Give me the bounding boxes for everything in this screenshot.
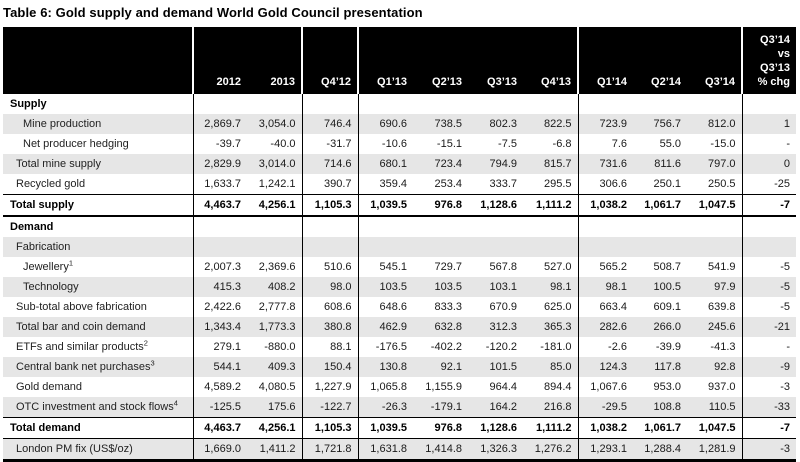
value-cell: -6.8 [523, 134, 578, 154]
value-cell: 4,256.1 [247, 195, 302, 217]
value-cell [247, 237, 302, 257]
table-row [3, 134, 796, 154]
pct-change-cell: -5 [742, 297, 796, 317]
value-cell [633, 94, 687, 114]
value-cell: 250.1 [633, 174, 687, 195]
value-cell [523, 237, 578, 257]
value-cell: 117.8 [633, 357, 687, 377]
value-cell: 680.1 [358, 154, 413, 174]
value-cell: 306.6 [578, 174, 633, 195]
header-row [3, 27, 796, 94]
value-cell: -26.3 [358, 397, 413, 418]
value-cell [468, 237, 523, 257]
value-cell: 802.3 [468, 114, 523, 134]
value-cell: 723.4 [413, 154, 468, 174]
value-cell: -179.1 [413, 397, 468, 418]
table-row [3, 397, 796, 418]
gold-supply-demand-table [3, 27, 796, 462]
value-cell: 510.6 [302, 257, 358, 277]
value-cell: -402.2 [413, 337, 468, 357]
value-cell [687, 237, 742, 257]
value-cell [578, 94, 633, 114]
value-cell: -880.0 [247, 337, 302, 357]
value-cell: 100.5 [633, 277, 687, 297]
value-cell: 625.0 [523, 297, 578, 317]
table-row [3, 418, 796, 439]
table-row [3, 297, 796, 317]
pct-change-cell: -9 [742, 357, 796, 377]
value-cell: 415.3 [193, 277, 247, 297]
value-cell: 164.2 [468, 397, 523, 418]
row-label [3, 297, 193, 317]
value-cell [247, 216, 302, 237]
row-label [3, 114, 193, 134]
value-cell: 88.1 [302, 337, 358, 357]
pct-change-cell [742, 216, 796, 237]
row-label-text: Total demand [10, 422, 81, 434]
column-header: 2012 [193, 27, 247, 94]
table-row [3, 216, 796, 237]
table-row [3, 377, 796, 397]
pct-change-cell [742, 237, 796, 257]
value-cell: 282.6 [578, 317, 633, 337]
value-cell: 794.9 [468, 154, 523, 174]
value-cell: 98.1 [523, 277, 578, 297]
value-cell: 295.5 [523, 174, 578, 195]
column-header-change-line: % chg [757, 76, 790, 88]
column-header-change-line: vs [777, 48, 790, 60]
value-cell: 103.5 [413, 277, 468, 297]
pct-change-cell: -3 [742, 377, 796, 397]
value-cell: -40.0 [247, 134, 302, 154]
row-label-text: Demand [10, 221, 54, 233]
column-header-change-line: Q3’13 [760, 62, 790, 74]
value-cell: 4,589.2 [193, 377, 247, 397]
value-cell: 130.8 [358, 357, 413, 377]
value-cell [578, 216, 633, 237]
value-cell: -15.1 [413, 134, 468, 154]
value-cell: 756.7 [633, 114, 687, 134]
row-label [3, 418, 193, 439]
row-label-text: Recycled gold [16, 178, 86, 190]
row-label-text: Fabrication [16, 241, 71, 253]
value-cell: 812.0 [687, 114, 742, 134]
row-label-text: ETFs and similar products [16, 341, 144, 353]
value-cell [633, 216, 687, 237]
table-row [3, 154, 796, 174]
row-label [3, 154, 193, 174]
value-cell: 2,369.6 [247, 257, 302, 277]
value-cell: -31.7 [302, 134, 358, 154]
value-cell: 150.4 [302, 357, 358, 377]
value-cell: 565.2 [578, 257, 633, 277]
value-cell: 7.6 [578, 134, 633, 154]
value-cell: 4,080.5 [247, 377, 302, 397]
value-cell: 567.8 [468, 257, 523, 277]
value-cell: 1,067.6 [578, 377, 633, 397]
row-label-text: London PM fix (US$/oz) [16, 443, 133, 455]
value-cell: 1,227.9 [302, 377, 358, 397]
value-cell [302, 237, 358, 257]
value-cell: -39.9 [633, 337, 687, 357]
pct-change-cell: -5 [742, 277, 796, 297]
value-cell [468, 216, 523, 237]
pct-change-cell: - [742, 337, 796, 357]
row-label-text: Supply [10, 98, 47, 110]
value-cell: 365.3 [523, 317, 578, 337]
value-cell: 333.7 [468, 174, 523, 195]
value-cell: 663.4 [578, 297, 633, 317]
table-row [3, 357, 796, 377]
value-cell: 1,111.2 [523, 418, 578, 439]
value-cell: 103.5 [358, 277, 413, 297]
row-label-text: Mine production [23, 118, 102, 130]
value-cell: 312.3 [468, 317, 523, 337]
value-cell: 1,773.3 [247, 317, 302, 337]
table-title: Table 6: Gold supply and demand World Gold Council presentation [3, 5, 423, 20]
value-cell: 4,256.1 [247, 418, 302, 439]
row-label [3, 377, 193, 397]
value-cell: 1,061.7 [633, 418, 687, 439]
value-cell: 545.1 [358, 257, 413, 277]
value-cell: 632.8 [413, 317, 468, 337]
value-cell: 1,242.1 [247, 174, 302, 195]
value-cell: 738.5 [413, 114, 468, 134]
value-cell: 964.4 [468, 377, 523, 397]
value-cell: 746.4 [302, 114, 358, 134]
value-cell: 1,105.3 [302, 195, 358, 217]
value-cell: 1,128.6 [468, 418, 523, 439]
value-cell [687, 94, 742, 114]
value-cell: 1,105.3 [302, 418, 358, 439]
value-cell [193, 94, 247, 114]
value-cell: -15.0 [687, 134, 742, 154]
table-row [3, 257, 796, 277]
value-cell: 1,288.4 [633, 439, 687, 461]
value-cell [578, 237, 633, 257]
footnote-marker: 3 [150, 358, 155, 368]
column-header-change [742, 27, 796, 94]
value-cell: -176.5 [358, 337, 413, 357]
value-cell: 92.8 [687, 357, 742, 377]
value-cell [523, 94, 578, 114]
row-label-text: Jewellery [23, 261, 69, 273]
value-cell: 2,007.3 [193, 257, 247, 277]
column-header: Q3’13 [468, 27, 523, 94]
value-cell: 3,054.0 [247, 114, 302, 134]
value-cell: 833.3 [413, 297, 468, 317]
pct-change-cell: -7 [742, 195, 796, 217]
value-cell: 409.3 [247, 357, 302, 377]
column-header: Q1’14 [578, 27, 633, 94]
value-cell: 250.5 [687, 174, 742, 195]
value-cell: 1,155.9 [413, 377, 468, 397]
value-cell [358, 216, 413, 237]
row-label-text: Sub-total above fabrication [16, 301, 147, 313]
value-cell: 1,038.2 [578, 418, 633, 439]
pct-change-cell: -21 [742, 317, 796, 337]
row-label-text: Total bar and coin demand [16, 321, 146, 333]
value-cell: 648.6 [358, 297, 413, 317]
column-header: Q2’14 [633, 27, 687, 94]
footnote-marker: 4 [173, 398, 178, 408]
value-cell [523, 216, 578, 237]
value-cell: 2,829.9 [193, 154, 247, 174]
table-row [3, 174, 796, 195]
header-label-column [3, 27, 193, 94]
value-cell: 390.7 [302, 174, 358, 195]
value-cell: 541.9 [687, 257, 742, 277]
value-cell: 103.1 [468, 277, 523, 297]
value-cell: 815.7 [523, 154, 578, 174]
table-row [3, 94, 796, 114]
value-cell: 266.0 [633, 317, 687, 337]
row-label [3, 317, 193, 337]
value-cell: 1,038.2 [578, 195, 633, 217]
value-cell: 359.4 [358, 174, 413, 195]
value-cell: 1,039.5 [358, 195, 413, 217]
row-label [3, 195, 193, 217]
value-cell [413, 237, 468, 257]
value-cell: 714.6 [302, 154, 358, 174]
value-cell: -41.3 [687, 337, 742, 357]
pct-change-cell: 0 [742, 154, 796, 174]
value-cell: -7.5 [468, 134, 523, 154]
value-cell: 894.4 [523, 377, 578, 397]
value-cell: -181.0 [523, 337, 578, 357]
value-cell: 1,293.1 [578, 439, 633, 461]
value-cell: 98.0 [302, 277, 358, 297]
value-cell: -39.7 [193, 134, 247, 154]
table-body [3, 94, 796, 461]
pct-change-cell: - [742, 134, 796, 154]
value-cell: 976.8 [413, 418, 468, 439]
value-cell: 1,111.2 [523, 195, 578, 217]
row-label-text: OTC investment and stock flows [16, 401, 174, 413]
value-cell: 85.0 [523, 357, 578, 377]
value-cell: 822.5 [523, 114, 578, 134]
value-cell [687, 216, 742, 237]
column-header: Q3’14 [687, 27, 742, 94]
column-header: 2013 [247, 27, 302, 94]
table-row [3, 337, 796, 357]
pct-change-cell: -33 [742, 397, 796, 418]
row-label [3, 257, 193, 277]
table-row [3, 237, 796, 257]
value-cell: 216.8 [523, 397, 578, 418]
value-cell [468, 94, 523, 114]
column-header: Q4’13 [523, 27, 578, 94]
value-cell: 544.1 [193, 357, 247, 377]
value-cell: 1,326.3 [468, 439, 523, 461]
row-label-text: Technology [23, 281, 79, 293]
table-row [3, 277, 796, 297]
column-header: Q2’13 [413, 27, 468, 94]
row-label [3, 174, 193, 195]
value-cell: 55.0 [633, 134, 687, 154]
value-cell: 508.7 [633, 257, 687, 277]
value-cell [302, 94, 358, 114]
table-row [3, 114, 796, 134]
row-label [3, 397, 193, 418]
value-cell: 1,276.2 [523, 439, 578, 461]
row-label [3, 277, 193, 297]
row-label [3, 357, 193, 377]
value-cell: -2.6 [578, 337, 633, 357]
value-cell [413, 94, 468, 114]
pct-change-cell: -25 [742, 174, 796, 195]
value-cell: 124.3 [578, 357, 633, 377]
value-cell: 953.0 [633, 377, 687, 397]
value-cell: 608.6 [302, 297, 358, 317]
row-label [3, 94, 193, 114]
value-cell: 4,463.7 [193, 418, 247, 439]
value-cell [358, 237, 413, 257]
value-cell: 797.0 [687, 154, 742, 174]
value-cell: 1,065.8 [358, 377, 413, 397]
value-cell: 639.8 [687, 297, 742, 317]
value-cell [633, 237, 687, 257]
pct-change-cell: -3 [742, 439, 796, 461]
value-cell: 670.9 [468, 297, 523, 317]
value-cell: 4,463.7 [193, 195, 247, 217]
value-cell: 253.4 [413, 174, 468, 195]
value-cell: 1,414.8 [413, 439, 468, 461]
value-cell: 1,047.5 [687, 418, 742, 439]
value-cell: 937.0 [687, 377, 742, 397]
row-label [3, 337, 193, 357]
value-cell: 462.9 [358, 317, 413, 337]
pct-change-cell [742, 94, 796, 114]
value-cell [413, 216, 468, 237]
value-cell [247, 94, 302, 114]
value-cell: 1,128.6 [468, 195, 523, 217]
value-cell: 1,411.2 [247, 439, 302, 461]
pct-change-cell: 1 [742, 114, 796, 134]
column-header: Q1’13 [358, 27, 413, 94]
value-cell: 1,631.8 [358, 439, 413, 461]
value-cell: -29.5 [578, 397, 633, 418]
value-cell [193, 216, 247, 237]
value-cell: 690.6 [358, 114, 413, 134]
value-cell: 723.9 [578, 114, 633, 134]
value-cell: -10.6 [358, 134, 413, 154]
value-cell: 731.6 [578, 154, 633, 174]
pct-change-cell: -7 [742, 418, 796, 439]
table-row [3, 317, 796, 337]
value-cell: 97.9 [687, 277, 742, 297]
value-cell: 92.1 [413, 357, 468, 377]
value-cell: -122.7 [302, 397, 358, 418]
row-label [3, 439, 193, 461]
value-cell: 609.1 [633, 297, 687, 317]
value-cell: 2,422.6 [193, 297, 247, 317]
table-header [3, 27, 796, 94]
value-cell [358, 94, 413, 114]
value-cell: 245.6 [687, 317, 742, 337]
value-cell: 1,669.0 [193, 439, 247, 461]
row-label-text: Total mine supply [16, 158, 101, 170]
row-label [3, 216, 193, 237]
value-cell: 2,777.8 [247, 297, 302, 317]
value-cell: 527.0 [523, 257, 578, 277]
column-header: Q4’12 [302, 27, 358, 94]
value-cell: 408.2 [247, 277, 302, 297]
column-header-change-line: Q3’14 [760, 34, 790, 46]
value-cell: 101.5 [468, 357, 523, 377]
value-cell [302, 216, 358, 237]
row-label [3, 237, 193, 257]
value-cell: 1,633.7 [193, 174, 247, 195]
pct-change-cell: -5 [742, 257, 796, 277]
table-row [3, 195, 796, 217]
value-cell: 729.7 [413, 257, 468, 277]
footnote-marker: 1 [68, 258, 74, 268]
value-cell: 380.8 [302, 317, 358, 337]
row-label-text: Central bank net purchases [16, 361, 151, 373]
value-cell: -125.5 [193, 397, 247, 418]
table-row [3, 439, 796, 461]
value-cell: 98.1 [578, 277, 633, 297]
value-cell: 110.5 [687, 397, 742, 418]
value-cell: 1,721.8 [302, 439, 358, 461]
value-cell: 1,281.9 [687, 439, 742, 461]
value-cell: 1,061.7 [633, 195, 687, 217]
row-label-text: Net producer hedging [23, 138, 129, 150]
value-cell: 811.6 [633, 154, 687, 174]
value-cell: -120.2 [468, 337, 523, 357]
value-cell: 1,047.5 [687, 195, 742, 217]
value-cell: 976.8 [413, 195, 468, 217]
value-cell: 1,343.4 [193, 317, 247, 337]
value-cell: 108.8 [633, 397, 687, 418]
value-cell: 279.1 [193, 337, 247, 357]
row-label-text: Gold demand [16, 381, 83, 393]
value-cell: 2,869.7 [193, 114, 247, 134]
row-label-text: Total supply [10, 199, 74, 211]
footnote-marker: 2 [143, 338, 148, 348]
value-cell: 175.6 [247, 397, 302, 418]
value-cell: 1,039.5 [358, 418, 413, 439]
value-cell [193, 237, 247, 257]
row-label [3, 134, 193, 154]
value-cell: 3,014.0 [247, 154, 302, 174]
